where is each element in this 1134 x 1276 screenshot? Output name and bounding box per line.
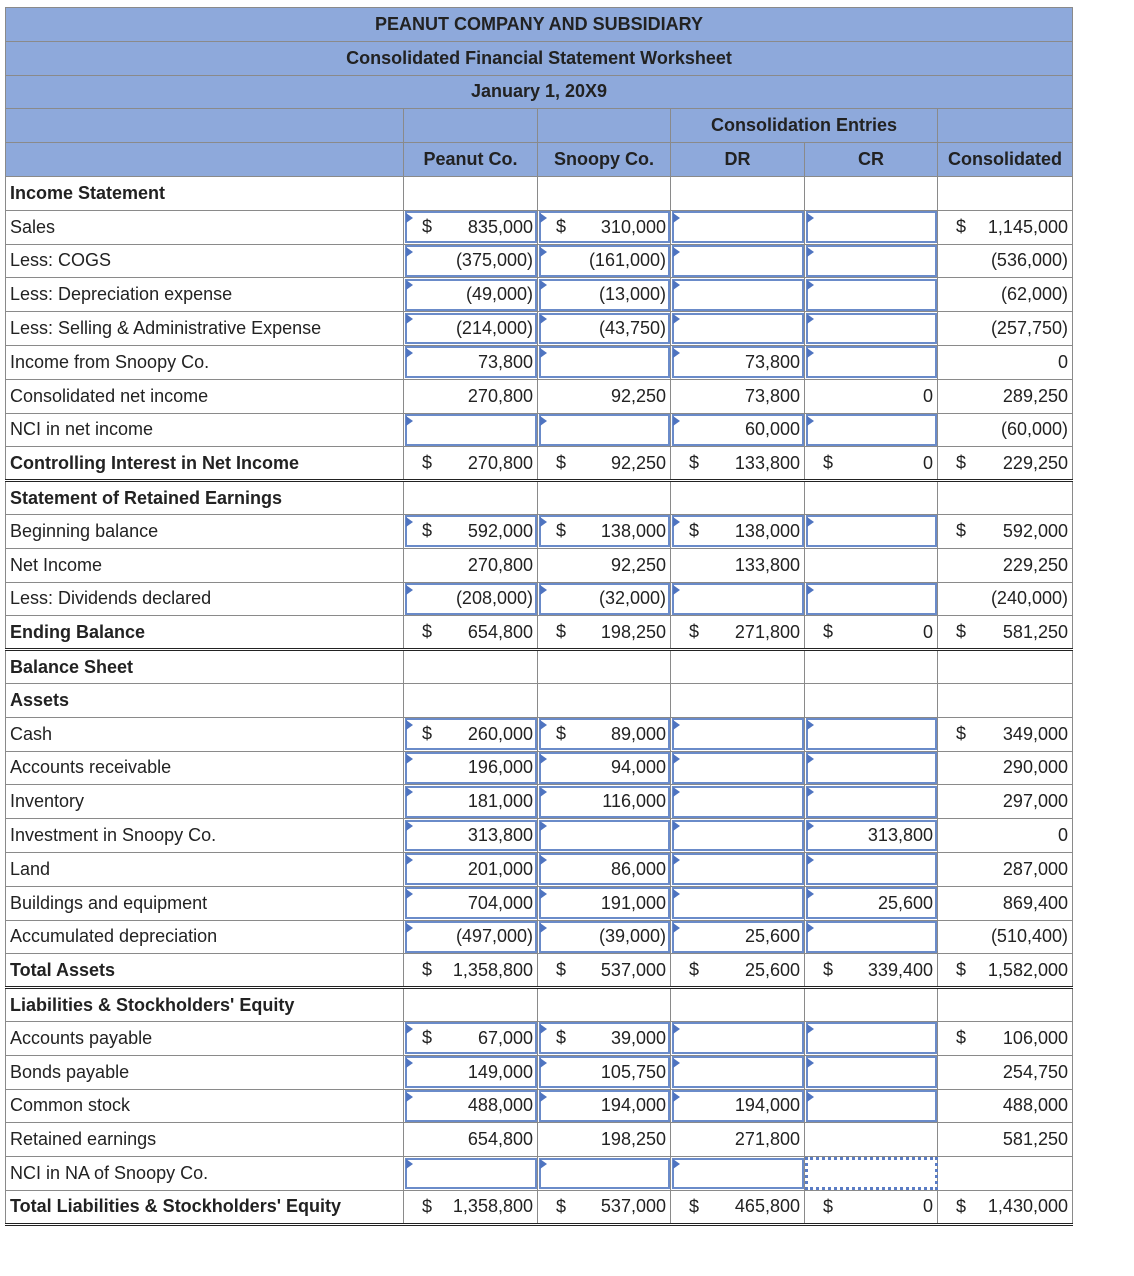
currency-symbol: $ (956, 1196, 967, 1217)
currency-symbol: $ (956, 959, 967, 980)
value-cell-consolidated: (257,750) (938, 312, 1073, 346)
input-cell-dr[interactable] (671, 751, 805, 785)
table-row (6, 751, 1073, 785)
currency-symbol: $ (556, 452, 567, 473)
table-row (6, 345, 1073, 379)
input-cell-cr[interactable] (805, 920, 938, 954)
value-cell-consolidated (938, 1021, 1073, 1055)
cell-value: 465,800 (734, 1196, 800, 1217)
value-cell-consolidated: (62,000) (938, 278, 1073, 312)
value-cell-peanut (404, 988, 538, 1022)
value-cell-dr (671, 176, 805, 210)
cell-value: 537,000 (600, 959, 666, 980)
row-label: Land (6, 852, 404, 886)
value-cell-peanut (404, 1190, 538, 1224)
input-cell-peanut[interactable] (404, 1021, 538, 1055)
value-cell-consolidated: 488,000 (938, 1089, 1073, 1123)
row-label: Less: Depreciation expense (6, 278, 404, 312)
input-cell-peanut[interactable] (404, 413, 538, 447)
input-cell-cr[interactable] (805, 244, 938, 278)
value-cell-cr (805, 447, 938, 481)
table-row (6, 582, 1073, 616)
value-cell-dr (671, 616, 805, 650)
value-cell-peanut (404, 650, 538, 684)
value-cell-snoopy (538, 988, 671, 1022)
value-cell-consolidated: 289,250 (938, 379, 1073, 413)
row-label: Less: Dividends declared (6, 582, 404, 616)
input-cell-cr[interactable] (805, 751, 938, 785)
value-cell-snoopy (538, 650, 671, 684)
currency-symbol: $ (422, 1027, 433, 1048)
section-header-row (6, 176, 1073, 210)
cell-value: 310,000 (600, 216, 666, 237)
row-label: Retained earnings (6, 1123, 404, 1157)
table-row (6, 244, 1073, 278)
row-label: Inventory (6, 785, 404, 819)
input-cell-dr[interactable] (671, 210, 805, 244)
currency-symbol: $ (956, 723, 967, 744)
table-row (6, 717, 1073, 751)
currency-symbol: $ (422, 452, 433, 473)
input-cell-snoopy[interactable] (538, 210, 671, 244)
input-cell-cr[interactable] (805, 582, 938, 616)
value-cell-peanut (404, 481, 538, 515)
value-cell-consolidated (938, 1157, 1073, 1191)
value-cell-consolidated (938, 650, 1073, 684)
row-label: Income from Snoopy Co. (6, 345, 404, 379)
column-header-consolidated: Consolidated (938, 143, 1073, 177)
value-cell-snoopy (538, 616, 671, 650)
cell-value: 260,000 (467, 723, 533, 744)
cell-value: 339,400 (867, 959, 933, 980)
value-cell-peanut (404, 683, 538, 717)
input-cell-cr[interactable] (805, 1055, 938, 1089)
row-label: Accounts payable (6, 1021, 404, 1055)
cell-value: 133,800 (734, 452, 800, 473)
table-row (6, 210, 1073, 244)
input-cell-dr[interactable] (671, 785, 805, 819)
cell-value: 349,000 (1002, 723, 1068, 744)
value-cell-consolidated (938, 717, 1073, 751)
value-cell-dr (671, 988, 805, 1022)
cell-value: 138,000 (600, 520, 666, 541)
column-header-dr: DR (671, 143, 805, 177)
worksheet-date: January 1, 20X9 (6, 75, 1073, 109)
input-cell-snoopy[interactable] (538, 413, 671, 447)
value-cell-peanut (404, 954, 538, 988)
input-cell-cr[interactable] (805, 278, 938, 312)
cell-value: 1,582,000 (987, 959, 1068, 980)
input-cell-dr[interactable] (671, 244, 805, 278)
value-cell-snoopy: 198,250 (538, 1123, 671, 1157)
value-cell-snoopy (538, 481, 671, 515)
input-cell-snoopy[interactable]: (43,750) (538, 312, 671, 346)
currency-symbol: $ (823, 1196, 834, 1217)
input-cell-dr[interactable] (671, 278, 805, 312)
currency-symbol: $ (823, 959, 834, 980)
input-cell-cr[interactable] (805, 210, 938, 244)
input-cell-snoopy[interactable] (538, 717, 671, 751)
value-cell-cr (805, 616, 938, 650)
input-cell-dr[interactable]: 60,000 (671, 413, 805, 447)
currency-symbol: $ (823, 621, 834, 642)
header-blank (404, 109, 538, 143)
currency-symbol: $ (556, 520, 567, 541)
value-cell-consolidated (938, 1190, 1073, 1224)
total-row (6, 447, 1073, 481)
value-cell-consolidated: 0 (938, 819, 1073, 853)
input-cell-peanut[interactable]: 704,000 (404, 886, 538, 920)
table-row (6, 886, 1073, 920)
input-cell-peanut[interactable]: (497,000) (404, 920, 538, 954)
worksheet-title: Consolidated Financial Statement Worksheet (6, 41, 1073, 75)
value-cell-dr (671, 650, 805, 684)
total-row (6, 954, 1073, 988)
cell-value: 39,000 (610, 1027, 666, 1048)
table-row (6, 1157, 1073, 1191)
input-cell-dr[interactable] (671, 717, 805, 751)
value-cell-peanut (404, 447, 538, 481)
row-label: Beginning balance (6, 514, 404, 548)
currency-symbol: $ (556, 723, 567, 744)
cell-value: 106,000 (1002, 1027, 1068, 1048)
currency-symbol: $ (422, 621, 433, 642)
input-cell-cr[interactable] (805, 1021, 938, 1055)
currency-symbol: $ (422, 959, 433, 980)
input-cell-dr[interactable] (671, 819, 805, 853)
cell-value: 270,800 (467, 452, 533, 473)
input-cell-cr[interactable] (805, 514, 938, 548)
table-row (6, 852, 1073, 886)
column-header-peanut: Peanut Co. (404, 143, 538, 177)
value-cell-dr: 73,800 (671, 379, 805, 413)
value-cell-consolidated (938, 210, 1073, 244)
value-cell-peanut (404, 176, 538, 210)
input-cell-peanut[interactable] (404, 1157, 538, 1191)
value-cell-cr (805, 650, 938, 684)
table-row (6, 312, 1073, 346)
cell-value: 581,250 (1002, 621, 1068, 642)
table-row (6, 1021, 1073, 1055)
value-cell-consolidated: 287,000 (938, 852, 1073, 886)
input-cell-dr[interactable] (671, 1021, 805, 1055)
currency-symbol: $ (689, 520, 700, 541)
input-cell-snoopy[interactable]: (39,000) (538, 920, 671, 954)
currency-symbol: $ (823, 452, 834, 473)
row-label: Controlling Interest in Net Income (6, 447, 404, 481)
input-cell-snoopy[interactable] (538, 1157, 671, 1191)
value-cell-cr (805, 1123, 938, 1157)
input-cell-snoopy[interactable]: 94,000 (538, 751, 671, 785)
value-cell-consolidated (938, 447, 1073, 481)
row-label: Investment in Snoopy Co. (6, 819, 404, 853)
value-cell-consolidated: 869,400 (938, 886, 1073, 920)
section-header-row (6, 481, 1073, 515)
cell-value: 592,000 (1002, 520, 1068, 541)
input-cell-peanut[interactable] (404, 210, 538, 244)
cell-value: 67,000 (477, 1027, 533, 1048)
row-label: Income Statement (6, 176, 404, 210)
row-label: Less: Selling & Administrative Expense (6, 312, 404, 346)
value-cell-consolidated (938, 988, 1073, 1022)
column-header-cr: CR (805, 143, 938, 177)
value-cell-peanut: 270,800 (404, 379, 538, 413)
value-cell-consolidated: (240,000) (938, 582, 1073, 616)
cell-value: 0 (922, 1196, 933, 1217)
currency-symbol: $ (956, 216, 967, 237)
row-label: Total Assets (6, 954, 404, 988)
currency-symbol: $ (556, 1027, 567, 1048)
row-label: Assets (6, 683, 404, 717)
row-label: Cash (6, 717, 404, 751)
currency-symbol: $ (689, 452, 700, 473)
input-cell-cr[interactable] (805, 312, 938, 346)
value-cell-consolidated: (510,400) (938, 920, 1073, 954)
value-cell-cr (805, 481, 938, 515)
value-cell-snoopy (538, 176, 671, 210)
value-cell-consolidated (938, 514, 1073, 548)
input-cell-peanut[interactable]: 488,000 (404, 1089, 538, 1123)
input-cell-cr[interactable] (805, 852, 938, 886)
input-cell-peanut[interactable]: 181,000 (404, 785, 538, 819)
value-cell-dr (671, 1190, 805, 1224)
row-label: Sales (6, 210, 404, 244)
input-cell-snoopy[interactable]: 191,000 (538, 886, 671, 920)
value-cell-consolidated (938, 683, 1073, 717)
row-label: Accumulated depreciation (6, 920, 404, 954)
row-label: Ending Balance (6, 616, 404, 650)
header-blank (938, 109, 1073, 143)
value-cell-dr (671, 954, 805, 988)
value-cell-dr: 271,800 (671, 1123, 805, 1157)
input-cell-snoopy[interactable]: (161,000) (538, 244, 671, 278)
row-label: Statement of Retained Earnings (6, 481, 404, 515)
input-cell-snoopy[interactable]: 116,000 (538, 785, 671, 819)
table-row (6, 785, 1073, 819)
currency-symbol: $ (956, 1027, 967, 1048)
input-cell-cr[interactable] (805, 413, 938, 447)
input-cell-cr[interactable] (805, 1089, 938, 1123)
input-cell-dr[interactable] (671, 1055, 805, 1089)
input-cell-peanut[interactable] (404, 717, 538, 751)
cell-value: 229,250 (1002, 452, 1068, 473)
value-cell-cr (805, 954, 938, 988)
row-label: Net Income (6, 548, 404, 582)
cell-value: 1,430,000 (987, 1196, 1068, 1217)
total-row (6, 616, 1073, 650)
input-cell-dr[interactable]: 25,600 (671, 920, 805, 954)
value-cell-consolidated: 297,000 (938, 785, 1073, 819)
table-row (6, 278, 1073, 312)
worksheet (5, 7, 1072, 1226)
cell-value: 89,000 (610, 723, 666, 744)
cell-value: 835,000 (467, 216, 533, 237)
table-row (6, 379, 1073, 413)
input-cell-peanut[interactable]: 149,000 (404, 1055, 538, 1089)
input-cell-dr[interactable] (671, 312, 805, 346)
value-cell-snoopy (538, 447, 671, 481)
input-cell-snoopy[interactable] (538, 514, 671, 548)
input-cell-snoopy[interactable]: 194,000 (538, 1089, 671, 1123)
cell-value: 537,000 (600, 1196, 666, 1217)
currency-symbol: $ (556, 216, 567, 237)
cell-value: 592,000 (467, 520, 533, 541)
input-cell-peanut[interactable]: (375,000) (404, 244, 538, 278)
currency-symbol: $ (556, 621, 567, 642)
input-cell-snoopy[interactable]: (32,000) (538, 582, 671, 616)
table-row (6, 1089, 1073, 1123)
currency-symbol: $ (422, 723, 433, 744)
row-label: Accounts receivable (6, 751, 404, 785)
input-cell-cr[interactable] (805, 717, 938, 751)
table-row (6, 1123, 1073, 1157)
input-cell-cr[interactable]: 313,800 (805, 819, 938, 853)
row-label: Bonds payable (6, 1055, 404, 1089)
currency-symbol: $ (422, 216, 433, 237)
input-cell-snoopy[interactable]: 105,750 (538, 1055, 671, 1089)
value-cell-dr: 133,800 (671, 548, 805, 582)
input-cell-peanut[interactable]: 313,800 (404, 819, 538, 853)
input-cell-peanut[interactable]: 201,000 (404, 852, 538, 886)
cell-value: 25,600 (744, 959, 800, 980)
value-cell-consolidated: 290,000 (938, 751, 1073, 785)
cell-value: 198,250 (600, 621, 666, 642)
currency-symbol: $ (956, 520, 967, 541)
table-row (6, 548, 1073, 582)
table-row (6, 920, 1073, 954)
input-cell-snoopy[interactable]: 86,000 (538, 852, 671, 886)
value-cell-cr (805, 548, 938, 582)
value-cell-consolidated (938, 954, 1073, 988)
value-cell-peanut: 270,800 (404, 548, 538, 582)
row-label: NCI in NA of Snoopy Co. (6, 1157, 404, 1191)
row-label: Balance Sheet (6, 650, 404, 684)
input-cell-cr[interactable]: 25,600 (805, 886, 938, 920)
value-cell-consolidated: 229,250 (938, 548, 1073, 582)
input-cell-dr[interactable] (671, 1157, 805, 1191)
value-cell-consolidated: 0 (938, 345, 1073, 379)
total-row (6, 1190, 1073, 1224)
value-cell-snoopy (538, 1190, 671, 1224)
value-cell-cr (805, 683, 938, 717)
value-cell-dr (671, 481, 805, 515)
row-label: Common stock (6, 1089, 404, 1123)
input-cell-peanut[interactable] (404, 514, 538, 548)
currency-symbol: $ (556, 1196, 567, 1217)
value-cell-snoopy (538, 954, 671, 988)
cell-value: 0 (922, 452, 933, 473)
input-cell-dr[interactable]: 73,800 (671, 345, 805, 379)
currency-symbol: $ (422, 520, 433, 541)
cell-value: 138,000 (734, 520, 800, 541)
input-cell-dr[interactable] (671, 852, 805, 886)
input-cell-dr[interactable]: 194,000 (671, 1089, 805, 1123)
section-header-row (6, 650, 1073, 684)
cell-value: 271,800 (734, 621, 800, 642)
currency-symbol: $ (689, 1196, 700, 1217)
currency-symbol: $ (689, 959, 700, 980)
header-blank (538, 109, 671, 143)
section-header-row (6, 683, 1073, 717)
row-label: Consolidated net income (6, 379, 404, 413)
value-cell-consolidated: 581,250 (938, 1123, 1073, 1157)
input-cell-peanut[interactable]: 73,800 (404, 345, 538, 379)
cell-value: 1,358,800 (452, 959, 533, 980)
input-cell-cr[interactable] (805, 785, 938, 819)
value-cell-consolidated (938, 176, 1073, 210)
table-row (6, 413, 1073, 447)
value-cell-consolidated: (536,000) (938, 244, 1073, 278)
value-cell-consolidated: 254,750 (938, 1055, 1073, 1089)
table-row (6, 514, 1073, 548)
value-cell-snoopy: 92,250 (538, 379, 671, 413)
value-cell-peanut: 654,800 (404, 1123, 538, 1157)
currency-symbol: $ (422, 1196, 433, 1217)
input-cell-peanut[interactable]: (49,000) (404, 278, 538, 312)
value-cell-snoopy (538, 683, 671, 717)
column-header-snoopy: Snoopy Co. (538, 143, 671, 177)
input-cell-peanut[interactable]: (208,000) (404, 582, 538, 616)
value-cell-consolidated (938, 481, 1073, 515)
row-label: Total Liabilities & Stockholders' Equity (6, 1190, 404, 1224)
input-cell-dr[interactable] (671, 514, 805, 548)
currency-symbol: $ (956, 621, 967, 642)
cell-value: 654,800 (467, 621, 533, 642)
consolidation-worksheet-table (5, 7, 1073, 1226)
input-cell-snoopy[interactable] (538, 1021, 671, 1055)
value-cell-cr: 0 (805, 379, 938, 413)
input-cell-peanut[interactable]: 196,000 (404, 751, 538, 785)
table-row (6, 1055, 1073, 1089)
input-cell-snoopy[interactable] (538, 819, 671, 853)
cell-value: 0 (922, 621, 933, 642)
value-cell-snoopy: 92,250 (538, 548, 671, 582)
company-title: PEANUT COMPANY AND SUBSIDIARY (6, 8, 1073, 42)
currency-symbol: $ (556, 959, 567, 980)
currency-symbol: $ (956, 452, 967, 473)
value-cell-dr (671, 447, 805, 481)
value-cell-cr (805, 1190, 938, 1224)
value-cell-peanut (404, 616, 538, 650)
row-label: Less: COGS (6, 244, 404, 278)
row-label: NCI in net income (6, 413, 404, 447)
cell-value: 1,145,000 (987, 216, 1068, 237)
input-cell-cr[interactable] (805, 1157, 938, 1191)
header-blank (6, 109, 404, 143)
input-cell-dr[interactable] (671, 582, 805, 616)
currency-symbol: $ (689, 621, 700, 642)
table-row (6, 819, 1073, 853)
row-label: Liabilities & Stockholders' Equity (6, 988, 404, 1022)
consolidation-entries-header: Consolidation Entries (671, 109, 938, 143)
input-cell-cr[interactable] (805, 345, 938, 379)
value-cell-consolidated: (60,000) (938, 413, 1073, 447)
header-blank (6, 143, 404, 177)
input-cell-dr[interactable] (671, 886, 805, 920)
input-cell-snoopy[interactable] (538, 345, 671, 379)
value-cell-cr (805, 988, 938, 1022)
input-cell-peanut[interactable]: (214,000) (404, 312, 538, 346)
value-cell-consolidated (938, 616, 1073, 650)
cell-value: 92,250 (610, 452, 666, 473)
row-label: Buildings and equipment (6, 886, 404, 920)
value-cell-cr (805, 176, 938, 210)
value-cell-dr (671, 683, 805, 717)
section-header-row (6, 988, 1073, 1022)
input-cell-snoopy[interactable]: (13,000) (538, 278, 671, 312)
cell-value: 1,358,800 (452, 1196, 533, 1217)
